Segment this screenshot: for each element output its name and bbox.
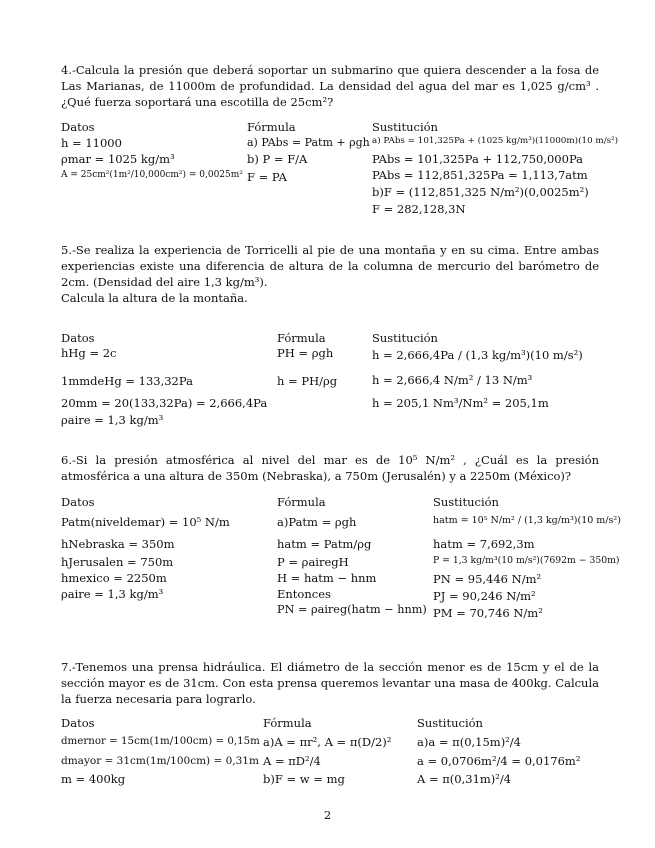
sustitucion-line: PAbs = 101,325Pa + 112,750,000Pa [372,152,584,166]
formula-line: F = PA [247,170,287,184]
datos-line: ρaire = 1,3 kg/m³ [61,587,164,601]
datos-header: Datos [61,495,95,509]
problem-7-table [61,716,621,796]
sustitucion-line: P = 1,3 kg/m³(10 m/s²)(7692m − 350m) [433,555,620,566]
formula-header: Fórmula [277,495,326,509]
sustitucion-line: F = 282,128,3N [372,202,466,216]
formula-line: A = πD²/4 [263,754,321,768]
sustitucion-header: Sustitución [433,495,499,509]
datos-header: Datos [61,120,95,134]
datos-line: dmayor = 31cm(1m/100cm) = 0,31m [61,755,259,767]
problem-5-statement: 5.-Se realiza la experiencia de Torricelli al pie de una montaña y en su cima. Entre ambas experiencias existe una diferencia de altura de la columna de mercurio del barómetro de 2cm. (Densidad del aire 1,3 kg/m³). [61,243,599,289]
problem-5-question: Calcula la altura de la montaña. [61,291,248,305]
sustitucion-line: a)a = π(0,15m)²/4 [417,735,521,749]
datos-header: Datos [61,331,95,345]
sustitucion-line: hatm = 7,692,3m [433,537,535,551]
problem-4-statement: 4.-Calcula la presión que deberá soportar un submarino que quiera descender a la fosa de Las Marianas, de 11000m de profundidad. La densidad del agua del mar es 1,025 g/cm³ . ¿Qué fuerza soportará una escotilla de 25cm²? [61,63,599,109]
datos-line: A = 25cm²(1m²/10,000cm²) = 0,0025m² [61,170,243,180]
formula-header: Fórmula [247,120,296,134]
datos-line: ρmar = 1025 kg/m³ [61,152,175,166]
formula-line: h = PH/ρg [277,374,338,388]
datos-line: h = 11000 [61,136,122,150]
formula-line: H = hatm − hnm [277,571,377,585]
sustitucion-line: PAbs = 112,851,325Pa = 1,113,7atm [372,168,588,182]
page-number: 2 [323,808,332,822]
datos-line: hJerusalen = 750m [61,555,174,569]
sustitucion-line: PN = 95,446 N/m² [433,572,542,586]
formula-line: a)A = πr², A = π(D/2)² [263,735,392,749]
sustitucion-header: Sustitución [372,120,438,134]
formula-line: hatm = Patm/ρg [277,537,372,551]
datos-line: Patm(niveldemar) = 10⁵ N/m [61,515,230,529]
formula-line: PH = ρgh [277,346,334,360]
datos-header: Datos [61,716,95,730]
formula-line: a)Patm = ρgh [277,515,357,529]
sustitucion-header: Sustitución [417,716,483,730]
sustitucion-line: PM = 70,746 N/m² [433,606,543,620]
datos-line: hmexico = 2250m [61,571,167,585]
datos-line: dmernor = 15cm(1m/100cm) = 0,15m [61,735,260,747]
sustitucion-header: Sustitución [372,331,438,345]
datos-line: hHg = 2c [61,346,117,360]
sustitucion-line: h = 2,666,4Pa / (1,3 kg/m³)(10 m/s²) [372,348,583,362]
sustitucion-line: a) PAbs = 101,325Pa + (1025 kg/m³)(11000m)(10 m/s²) [372,136,619,146]
problem-6-statement: 6.-Si la presión atmosférica al nivel del mar es de 10⁵ N/m² , ¿Cuál es la presión atmosférica a una altura de 350m (Nebraska), a 750m (Jerusalén) y a 2250m (México)? [61,453,599,483]
formula-line: b) P = F/A [247,152,308,166]
formula-line: a) PAbs = Patm + ρgh [247,136,370,149]
problem-6-table [61,495,621,620]
problem-4-table [61,120,621,220]
sustitucion-line: h = 2,666,4 N/m² / 13 N/m³ [372,373,533,387]
sustitucion-line: h = 205,1 Nm³/Nm² = 205,1m [372,396,549,410]
sustitucion-line: b)F = (112,851,325 N/m²)(0,0025m²) [372,185,589,199]
formula-header: Fórmula [277,331,326,345]
formula-line: Entonces [277,587,331,601]
datos-line: ρaire = 1,3 kg/m³ [61,413,164,427]
datos-line: hNebraska = 350m [61,537,175,551]
sustitucion-line: PJ = 90,246 N/m² [433,589,536,603]
problem-7-statement: 7.-Tenemos una prensa hidráulica. El diámetro de la sección menor es de 15cm y el de la sección mayor es de 31cm. Con esta prensa queremos levantar una masa de 400kg. Calcula la fuerza necesaria para lograrlo. [61,660,599,706]
problem-5-table [61,331,621,431]
datos-line: 1mmdeHg = 133,32Pa [61,374,193,388]
datos-line: 20mm = 20(133,32Pa) = 2,666,4Pa [61,396,268,410]
sustitucion-line: hatm = 10⁵ N/m² / (1,3 kg/m³)(10 m/s²) [433,515,621,526]
formula-header: Fórmula [263,716,312,730]
formula-line: PN = ρaireg(hatm − hnm) [277,603,427,616]
sustitucion-line: a = 0,0706m²/4 = 0,0176m² [417,754,581,768]
sustitucion-line: A = π(0,31m)²/4 [417,772,512,786]
formula-line: b)F = w = mg [263,772,345,786]
formula-line: P = ρairegH [277,555,349,569]
datos-line: m = 400kg [61,772,126,786]
